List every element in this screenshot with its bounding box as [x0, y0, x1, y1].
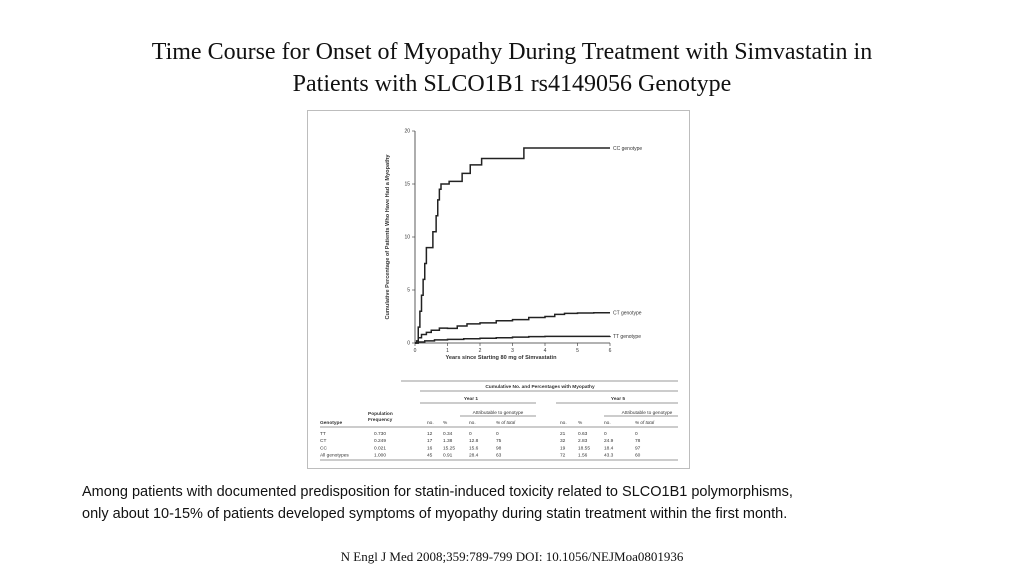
x-tick-label: 5: [576, 348, 579, 354]
series-label-cc-genotype: CC genotype: [613, 145, 643, 152]
table-cell-year5: 24.9: [604, 439, 614, 445]
table-cell-frequency: 1.000: [374, 453, 387, 459]
table-cell-year1: 0: [496, 432, 499, 437]
table-cell-year5: 0: [635, 432, 638, 437]
table-cell-genotype: All genotypes: [320, 453, 349, 459]
year1-header: Year 1: [463, 397, 479, 402]
x-tick-label: 1: [446, 348, 449, 354]
x-tick-label: 6: [608, 348, 612, 354]
table-title: Cumulative No. and Percentages with Myopathy: [485, 385, 595, 390]
table-cell-year1: 15.6: [469, 446, 479, 452]
table-cell-year5: 19: [560, 446, 566, 452]
table-cell-genotype: CC: [320, 446, 327, 452]
table-cell-year1: 28.4: [469, 453, 479, 459]
table-subheader: no.: [560, 421, 567, 426]
table-cell-year1: 0.91: [443, 453, 453, 459]
table-cell-year5: 0.63: [578, 432, 588, 437]
table-cell-year5: 72: [560, 453, 566, 459]
y-tick-label: 5: [407, 287, 410, 294]
table-cell-year1: 98: [496, 446, 502, 452]
table-cell-year1: 0.34: [443, 432, 453, 437]
table-cell-year5: 97: [635, 446, 641, 452]
table-cell-year1: 75: [496, 439, 502, 445]
table-cell-year5: 60: [635, 453, 641, 459]
citation: N Engl J Med 2008;359:789-799 DOI: 10.1056/NEJMoa0801936: [340, 549, 684, 564]
table-subheader: % of total: [635, 420, 655, 425]
table-cell-genotype: TT: [320, 432, 326, 437]
table-cell-year5: 1.56: [578, 453, 588, 459]
year5-attributable-header: Attributable to genotype: [621, 411, 673, 416]
series-label-tt-genotype: TT genotype: [613, 333, 641, 340]
slide-title: [0, 36, 1024, 100]
table-cell-year1: 12.8: [469, 439, 479, 445]
series-line-ct-genotype: [415, 313, 610, 343]
table-subheader: %: [578, 421, 583, 426]
table-subheader: % of total: [496, 420, 516, 425]
table-cell-frequency: 0.730: [374, 432, 387, 437]
table-cell-year1: 12: [427, 432, 433, 437]
table-cell-year1: 17: [427, 439, 433, 445]
x-axis-label: Years since Starting 80 mg of Simvastatin: [445, 355, 557, 361]
caption-line1: Among patients with documented predisposition for statin-induced toxicity related to SLCO1B1 polymorphisms,: [82, 484, 793, 500]
table-cell-year5: 0: [604, 432, 607, 437]
x-tick-label: 4: [543, 348, 547, 354]
year1-attributable-header: Attributable to genotype: [472, 411, 524, 416]
y-tick-label: 15: [404, 181, 410, 188]
population-header-line1: Population: [368, 412, 393, 417]
slide-title-line2: Patients with SLCO1B1 rs4149056 Genotype: [292, 71, 732, 97]
x-tick-label: 0: [413, 348, 417, 354]
table-cell-year5: 43.3: [604, 453, 614, 459]
table-cell-genotype: CT: [320, 439, 327, 445]
year5-header: Year 5: [610, 397, 626, 402]
x-tick-label: 2: [478, 348, 482, 354]
table-cell-year1: 15.25: [443, 446, 456, 452]
y-tick-label: 0: [407, 340, 410, 347]
table-subheader: no.: [469, 421, 476, 426]
table-cell-year1: 16: [427, 446, 433, 452]
y-tick-label: 20: [404, 128, 410, 135]
table-subheader: no.: [604, 421, 611, 426]
y-tick-label: 10: [404, 234, 410, 241]
figure-panel: [307, 110, 690, 469]
series-label-ct-genotype: CT genotype: [613, 310, 642, 317]
caption-line2: only about 10-15% of patients developed symptoms of myopathy during statin treatment within the first month.: [82, 506, 788, 522]
table-cell-frequency: 0.021: [374, 446, 387, 452]
table-cell-year1: 1.38: [443, 439, 453, 445]
population-header-line2: Frequency: [368, 418, 393, 423]
table-cell-year5: 18.4: [604, 446, 614, 452]
table-cell-year5: 21: [560, 432, 566, 437]
caption: [82, 481, 962, 525]
table-cell-year1: 45: [427, 453, 433, 459]
table-cell-year5: 18.55: [578, 446, 591, 452]
table-subheader: %: [443, 421, 448, 426]
slide-title-line1: Time Course for Onset of Myopathy During Treatment with Simvastatin in: [151, 39, 873, 65]
table-cell-year5: 32: [560, 439, 566, 445]
x-tick-label: 3: [511, 348, 514, 354]
table-subheader: no.: [427, 421, 434, 426]
table-cell-year5: 2.83: [578, 439, 588, 445]
table-cell-year5: 78: [635, 439, 641, 445]
myopathy-chart: [308, 111, 689, 468]
table-cell-year1: 0: [469, 432, 472, 437]
table-cell-year1: 63: [496, 453, 502, 459]
genotype-header: Genotype: [320, 421, 343, 426]
series-line-tt-genotype: [415, 336, 610, 343]
y-axis-label: Cumulative Percentage of Patients Who Have Had a Myopathy: [385, 154, 391, 320]
table-cell-frequency: 0.249: [374, 439, 387, 445]
